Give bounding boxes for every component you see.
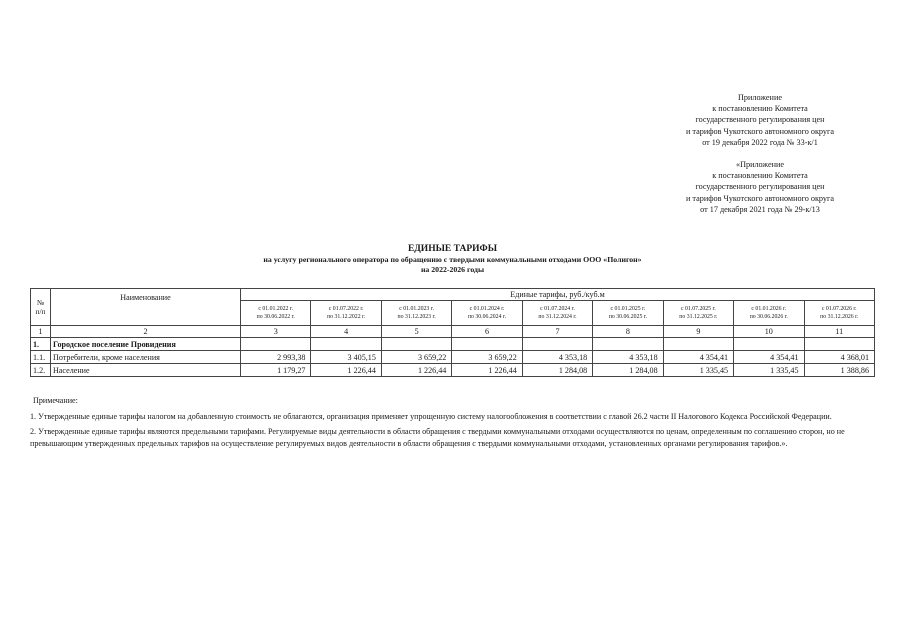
column-number-row [31,326,875,338]
table-row [31,364,875,377]
period-header [663,301,733,326]
column-number: 6 [452,326,522,338]
column-number: 1 [31,326,51,338]
section-row [31,338,875,351]
notes-title: Примечание: [33,396,78,405]
period-from: с 01.01.2023 г. [399,306,434,312]
column-number: 5 [381,326,451,338]
period-header [593,301,663,326]
column-number: 8 [593,326,663,338]
tariff-value: 1 226,44 [381,364,451,377]
tariff-value: 4 354,41 [734,351,804,364]
period-header [734,301,804,326]
period-to: по 31.12.2024 г. [538,314,577,320]
period-header [452,301,522,326]
appendix-previous-line: государственного регулирования цен [695,182,825,192]
tariff-value: 1 388,86 [804,364,875,377]
period-from: с 01.01.2026 г. [751,306,787,312]
appendix-header [640,92,880,215]
appendix-current-line: к постановлению Комитета [712,104,808,114]
tariff-value: 4 353,18 [522,351,592,364]
tariff-value: 1 335,45 [734,364,804,377]
tariff-value: 1 226,44 [452,364,522,377]
appendix-previous-line: к постановлению Комитета [712,171,808,181]
header-name: Наименование [51,289,241,326]
appendix-current-line: Приложение [738,93,782,102]
period-header [804,301,875,326]
column-number: 3 [241,326,311,338]
appendix-previous-line: и тарифов Чукотского автономного округа [685,193,835,203]
section-name: Городское поселение Провидения [51,338,241,351]
period-from: с 01.01.2022 г. [258,306,294,312]
column-number: 11 [804,326,875,338]
tariff-value: 1 335,45 [663,364,733,377]
period-to: по 31.12.2023 г. [397,314,436,320]
tariff-value: 1 284,08 [593,364,663,377]
row-number: 1.1. [31,351,51,364]
tariff-value: 4 368,01 [804,351,875,364]
period-header [311,301,381,326]
period-header [381,301,451,326]
row-name: Население [51,364,241,377]
tariff-value: 1 284,08 [522,364,592,377]
row-name: Потребители, кроме населения [51,351,241,364]
appendix-previous-line: от 17 декабря 2021 года № 29-к/13 [700,204,820,214]
document-title [0,243,905,275]
appendix-current-line: государственного регулирования цен [695,115,825,125]
period-to: по 30.06.2022 г. [256,314,295,320]
period-from: с 01.07.2025 г. [680,306,716,312]
period-from: с 01.07.2022 г. [328,306,364,312]
period-from: с 01.01.2025 г. [610,306,646,312]
title-main: ЕДИНЫЕ ТАРИФЫ [407,244,498,254]
appendix-current-line: от 19 декабря 2022 года № 33-к/1 [702,137,818,147]
note-item: 1. Утвержденные единые тарифы налогом на добавленную стоимость не облагаются, организация применяет упрощенную систему налогообложения в соответствии с главой 26.2 части II Налогового Кодекса Российской Федерации. [30,412,832,422]
period-to: по 31.12.2025 г. [679,314,718,320]
note-item: 2. Утвержденные единые тарифы являются предельными тарифами. Регулируемые виды деятельности в области обращения с твердыми коммунальными отходами осуществляются по ценам, определенным по соглашению сторон, но не превышающим утвержденных предельных тарифов на осуществление регулируемых видов деятельности в области обращения с твердыми коммунальными отходами, установленных органами регулирования тарифов.». [30,427,845,448]
tariff-table [30,288,875,377]
period-to: по 30.06.2024 г. [467,314,507,320]
column-number: 2 [51,326,241,338]
row-number: 1.2. [31,364,51,377]
tariff-value: 3 659,22 [381,351,451,364]
title-years: на 2022-2026 годы [420,265,485,274]
period-from: с 01.07.2026 г. [821,306,857,312]
period-to: по 30.06.2026 г. [749,314,788,320]
tariff-value: 2 993,38 [241,351,311,364]
column-number: 9 [663,326,733,338]
tariff-value: 3 405,15 [311,351,381,364]
tariff-value: 1 179,27 [241,364,311,377]
period-to: по 30.06.2025 г. [608,314,647,320]
period-header [522,301,592,326]
header-tariff-group: Единые тарифы, руб./куб.м [241,289,875,301]
period-from: с 01.01.2024 г. [469,306,505,312]
table-row [31,351,875,364]
period-header [241,301,311,326]
header-number: № п/п [31,289,51,326]
appendix-previous-line: «Приложение [735,160,785,170]
section-number: 1. [31,338,51,351]
tariff-value: 1 226,44 [311,364,381,377]
tariff-value: 4 353,18 [593,351,663,364]
title-subtitle: на услугу регионального оператора по обращению с твердыми коммунальными отходами ООО «Полигон» [263,255,642,264]
notes [30,395,875,453]
column-number: 7 [522,326,592,338]
period-to: по 31.12.2022 г. [327,314,366,320]
period-to: по 31.12.2026 г. [820,314,859,320]
tariff-value: 3 659,22 [452,351,522,364]
period-from: с 01.07.2024 г. [540,306,575,312]
tariff-value: 4 354,41 [663,351,733,364]
column-number: 4 [311,326,381,338]
appendix-current-line: и тарифов Чукотского автономного округа [685,126,835,136]
column-number: 10 [734,326,804,338]
